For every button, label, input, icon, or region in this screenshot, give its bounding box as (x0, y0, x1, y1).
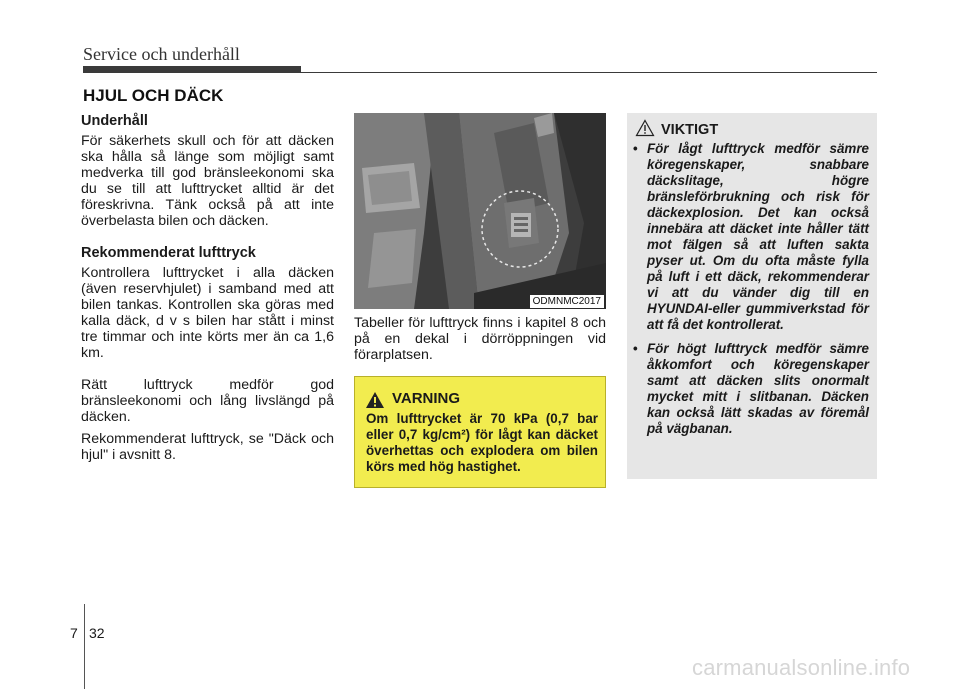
header-bar (83, 66, 301, 73)
paragraph-correct-pressure: Rätt lufttryck medför god bränsleekonomi och lång livslängd på däcken. (81, 377, 334, 425)
warning-box (354, 376, 606, 488)
important-box (627, 113, 877, 479)
door-frame-illustration (354, 113, 606, 309)
heading-maintenance: Underhåll (81, 113, 148, 129)
important-title: VIKTIGT (661, 122, 719, 138)
caution-triangle-icon (635, 119, 655, 142)
watermark: carmanualsonline.info (692, 655, 911, 680)
image-code: ODMNMC2017 (530, 295, 604, 308)
important-list (633, 141, 869, 445)
warning-text: Om lufttrycket är 70 kPa (0,7 bar eller 0,7 kg/cm²) för lågt kan däcket överhettas och explodera om bilen körs med hög hastighet. (366, 411, 598, 474)
section-title: HJUL OCH DÄCK (83, 86, 224, 105)
heading-recommended-pressure: Rekommenderat lufttryck (81, 245, 256, 261)
paragraph-check-pressure: Kontrollera lufttrycket i alla däcken (även reservhjulet) i samband med att bilen tankas. Kontrollen ska göras med kalla däck, d v s bilen har stått i minst tre timmar och inte körts mer än ca 1,6 km. (81, 265, 334, 361)
page-header-title: Service och underhåll (83, 44, 240, 64)
paragraph-reference: Rekommenderat lufttryck, se "Däck och hjul" i avsnitt 8. (81, 431, 334, 463)
footer-divider (84, 604, 85, 689)
important-item-low-pressure: • För lågt lufttryck medför sämre köregenskaper, snabbare däckslitage, högre bränsleförbrukning och risk för däckexplosion. Det kan också innebära att däcket inte håller tätt mot fälgen så att luften sakta pyser ut. Om du ofta måste fylla på luft i ett däck, rekommenderar vi att du vänder dig till en HYUNDAI-eller gummiverkstad för att få det kontrollerat. (633, 141, 869, 332)
column-1 (81, 113, 334, 463)
warning-title: VARNING (392, 390, 461, 407)
paragraph-maintenance: För säkerhets skull och för att däcken ska hålla så länge som möjligt samt medverka till god bränsleekonomi ska du se till att lufttrycket alltid är det föreskrivna. Tänk också på att inte överbelasta bilen och däcken. (81, 133, 334, 229)
important-item-high-pressure: • För högt lufttryck medför sämre åkkomfort och köregenskaper samt att däcken slits onormalt mycket mitt i slitbanan. Däcken kan också lätt skadas av föremål på vägbanan. (633, 341, 869, 436)
door-sticker-photo (354, 113, 606, 309)
chapter-number: 7 (70, 625, 78, 641)
paragraph-pressure-tables: Tabeller för lufttryck finns i kapitel 8 och på en dekal i dörröppningen vid förarplatsen. (354, 315, 606, 363)
page-number: 32 (89, 625, 105, 641)
header-rule (301, 72, 877, 73)
